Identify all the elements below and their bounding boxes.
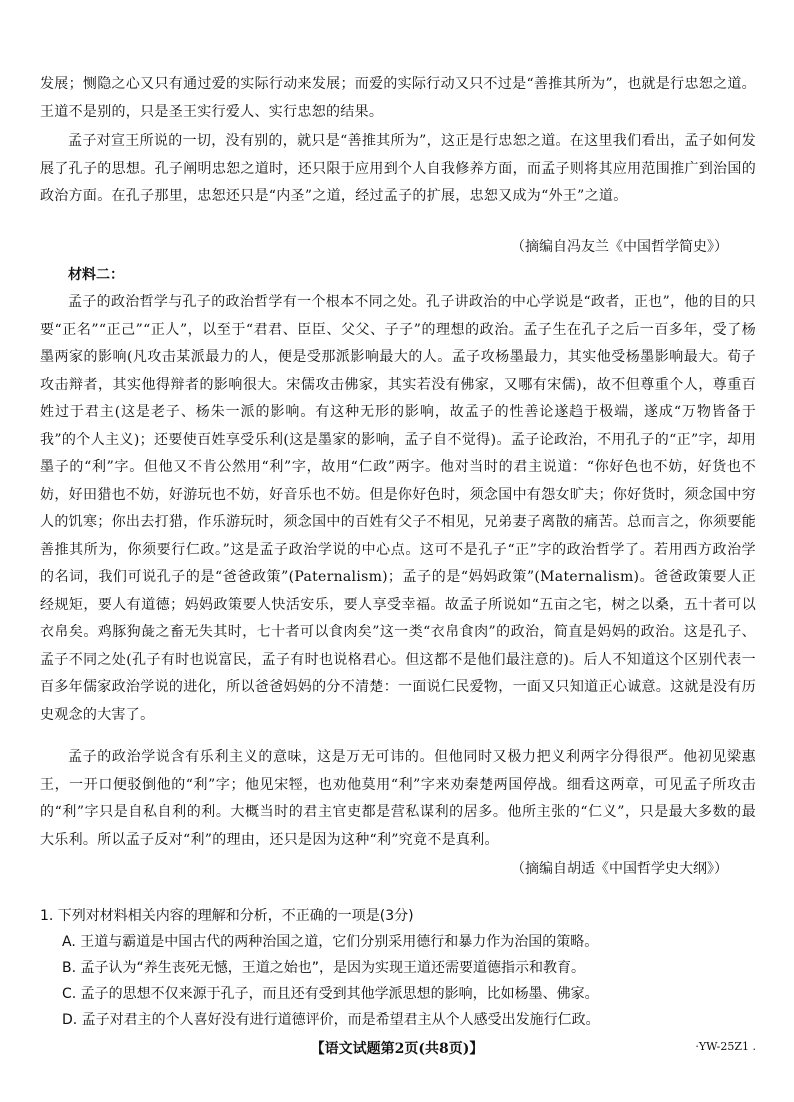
material2-heading: 材料二：: [68, 267, 124, 283]
material2-paragraph-1: 孟子的政治哲学与孔子的政治哲学有一个根本不同之处。孔子讲政治的中心学说是“政者，正也”，他的目的只要“正名”“正己”“正人”，以至于“君君、臣臣、父父、子子”的理想的政治。孟子生在孔子之后一百多年，受了杨墨两家的影响(凡攻击某派最力的人，便是受那派影响最大的人。孟子攻杨墨最力，其实他受杨墨影响最大。荀子攻击辩者，其实他得辩者的影响很大。宋儒攻击佛家，其实若没有佛家，又哪有宋儒)，故不但尊重个人，尊重百姓过于君主(这是老子、杨朱一派的影响。有这种无形的影响，故孟子的性善论遂趋于极端，遂成“万物皆备于我”的个人主义)；还要使百姓享受乐利(这是墨家的影响，孟子自不觉得)。孟子论政治，不用孔子的“正”字，却用墨子的“利”字。但他又不肯公然用“利”字，故用“仁政”两字。他对当时的君主说道：“你好色也不妨，好货也不妨，好田猎也不妨，好游玩也不妨，好音乐也不妨。但是你好色时，须念国中有怨女旷夫；你好货时，须念国中穷人的饥寒；你出去打猎，作乐游玩时，须念国中的百姓有父子不相见，兄弟妻子离散的痛苦。总而言之，你须要能善推其所为，你须要行仁政。”这是孟子政治学说的中心点。这可不是孔子“正”字的政治哲学了。若用西方政治学的名词，我们可说孔子的是“爸爸政策”(Paternalism)；孟子的是“妈妈政策”(Maternalism)。爸爸政策要人正经规矩，要人有道德；妈妈政策要人快活安乐，要人享受幸福。故孟子所说如“五亩之宅，树之以桑，五十者可以衣帛矣。鸡豚狗彘之畜无失其时，七十者可以食肉矣”这一类“衣帛食肉”的政治，简直是妈妈的政治。这是孔子、孟子不同之处(孔子有时也说富民，孟子有时也说格君心。但这都不是他们最注意的)。后人不知道这个区别代表一百多年儒家政治学说的进化，所以爸爸妈妈的分不清楚：一面说仁民爱物，一面又只知道正心诚意。这就是没有历史观念的大害了。: [40, 294, 756, 723]
question-1-stem: 1. 下列对材料相关内容的理解和分析，不正确的一项是(3分): [40, 908, 414, 924]
material1-paragraph: 孟子对宣王所说的一切，没有别的，就只是“善推其所为”，这正是行忠恕之道。在这里我们看出，孟子如何发展了孔子的思想。孔子阐明忠恕之道时，还只限于应用到个人自我修养方面，而孟子则将其应用范围推广到治国的政治方面。在孔子那里，忠恕还只是“内圣”之道，经过孟子的扩展，忠恕又成为“外王”之道。: [40, 133, 756, 204]
material2-paragraph-2: 孟子的政治学说含有乐利主义的意味，这是万无可讳的。但他同时又极力把义利两字分得很严。他初见梁惠王，一开口便驳倒他的“利”字；他见宋牼，也劝他莫用“利”字来劝秦楚两国停战。细看这两章，可见孟子所攻击的“利”字只是自私自利的利。大概当时的君主官吏都是营私谋利的居多。他所主张的“仁义”，只是最大多数的最大乐利。所以孟子反对“利”的理由，还只是因为这种“利”究竟不是真利。: [40, 749, 756, 848]
material1-continuation: 发展；恻隐之心又只有通过爱的实际行动来发展；而爱的实际行动又只不过是“善推其所为”，也就是行忠恕之道。王道不是别的，只是圣王实行爱人、实行忠恕的结果。: [40, 76, 756, 120]
question-1-option-a: A. 王道与霸道是中国古代的两种治国之道，它们分别采用德行和暴力作为治国的策略。: [62, 934, 599, 950]
question-1-option-b: B. 孟子认为“养生丧死无憾，王道之始也”，是因为实现王道还需要道德指示和教育。: [62, 960, 586, 976]
question-1-option-c: C. 孟子的思想不仅来源于孔子，而且还有受到其他学派思想的影响，比如杨墨、佛家。: [62, 986, 599, 1002]
material1-source: （摘编自冯友兰《中国哲学简史》）: [511, 239, 728, 255]
question-1-option-d: D. 孟子对君主的个人喜好没有进行道德评价，而是希望君主从个人感受出发施行仁政。: [62, 1012, 600, 1028]
page-footer: 【语文试题第2页(共8页)】: [310, 1041, 484, 1057]
exam-code: ·YW-25Z1 .: [695, 1040, 756, 1053]
material2-source: （摘编自胡适《中国哲学史大纲》）: [511, 861, 728, 877]
